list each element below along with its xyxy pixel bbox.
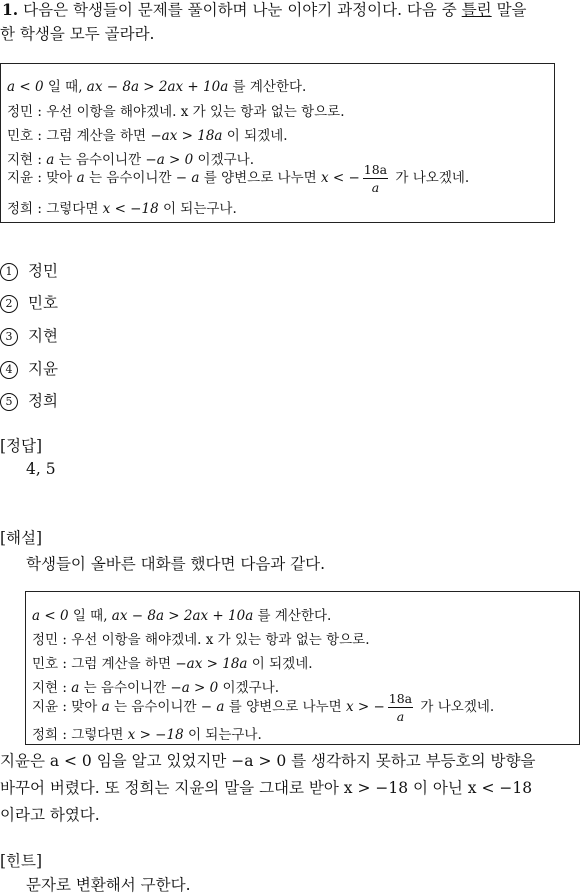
text: 일 때,: [68, 608, 112, 624]
math-expr: x < −18: [102, 201, 159, 217]
math-expr: a: [71, 680, 80, 696]
explanation-paragraph-line-1: 지윤은 a < 0 임을 알고 있었지만 −a > 0 를 생각하지 못하고 부등호의 방향을: [0, 752, 536, 770]
fraction: [363, 162, 388, 195]
box2-line-3: [32, 652, 313, 672]
math-expr: ax − 8a > 2ax + 10a: [111, 608, 254, 624]
box1-line-2: 정민 : 우선 이항을 해야겠네. x 가 있는 항과 없는 항으로.: [7, 104, 345, 120]
text: 는 음수이니깐 −: [109, 699, 217, 715]
option-4[interactable]: [0, 357, 58, 379]
math-expr: a < 0: [7, 79, 44, 95]
text: 는 음수이니깐: [79, 680, 171, 696]
box2-line-6: [32, 723, 262, 743]
answer-value: 4, 5: [26, 460, 56, 478]
math-expr: a: [101, 699, 110, 715]
box1-line-3: [7, 124, 288, 144]
text: 민호 : 그럼 계산을 하면: [32, 656, 176, 672]
math-expr: a: [216, 699, 225, 715]
hint-text: 문자로 변환해서 구한다.: [26, 876, 191, 894]
box2-line-2: 정민 : 우선 이항을 해야겠네. x 가 있는 항과 없는 항으로.: [32, 632, 370, 648]
option-number-circle: 1: [0, 263, 18, 281]
math-expr: a: [191, 170, 200, 186]
option-number-circle: 5: [0, 393, 18, 411]
math-expr: x > −: [345, 699, 385, 715]
option-label: 민호: [28, 294, 58, 312]
text: 이 되겠네.: [247, 656, 313, 672]
answer-label: [정답]: [0, 437, 43, 455]
option-3[interactable]: [0, 324, 58, 346]
question-line-2: 한 학생을 모두 골라라.: [0, 25, 155, 43]
explanation-paragraph-line-2: 바꾸어 버렸다. 또 정희는 지윤의 말을 그대로 받아 x > −18 이 아닌 x < −18: [0, 779, 533, 797]
problem-dialogue-box: [0, 63, 555, 223]
text: 지윤 : 맞아: [32, 699, 102, 715]
option-1[interactable]: [0, 259, 58, 281]
text: 가 나오겠네.: [391, 170, 470, 186]
question-number: 1.: [2, 0, 19, 19]
text: 정희 : 그렇다면: [7, 201, 103, 217]
text: 를 양변으로 나누면: [224, 699, 346, 715]
text: 를 계산한다.: [228, 79, 307, 95]
option-label: 정희: [28, 392, 58, 410]
math-expr: x < −: [320, 170, 360, 186]
option-5[interactable]: [0, 389, 58, 411]
math-expr: a: [76, 170, 85, 186]
text: 일 때,: [43, 79, 87, 95]
option-number-circle: 2: [0, 295, 18, 313]
text: 가 나오겠네.: [416, 699, 495, 715]
option-label: 정민: [28, 262, 58, 280]
math-expr: −a > 0: [145, 152, 194, 168]
math-expr: ax − 8a > 2ax + 10a: [86, 79, 229, 95]
text: 정희 : 그렇다면: [32, 727, 128, 743]
box1-line-5: [7, 162, 469, 195]
fraction-numerator: 18a: [388, 691, 413, 706]
math-expr: a < 0: [32, 608, 69, 624]
question-text-a: 다음은 학생들이 문제를 풀이하며 나눈 이야기 과정이다. 다음 중: [23, 1, 462, 19]
text: 이겠구나.: [218, 680, 279, 696]
question-text-b: 말을: [491, 1, 527, 19]
text: 는 음수이니깐 −: [84, 170, 192, 186]
fraction: [388, 691, 413, 724]
text: 를 양변으로 나누면: [199, 170, 321, 186]
math-expr: a: [46, 152, 55, 168]
option-2[interactable]: [0, 291, 58, 313]
option-label: 지윤: [28, 360, 58, 378]
text: 를 계산한다.: [253, 608, 332, 624]
text: 지현 :: [32, 680, 72, 696]
text: 이 되는구나.: [183, 727, 262, 743]
math-expr: −ax > 18a: [150, 128, 223, 144]
explanation-label: [해설]: [0, 529, 43, 547]
text: 는 음수이니깐: [54, 152, 146, 168]
fraction-denominator: a: [371, 180, 380, 195]
explanation-intro: 학생들이 올바른 대화를 했다면 다음과 같다.: [26, 555, 326, 573]
box2-line-5: [32, 691, 494, 724]
box2-line-1: [32, 604, 331, 624]
question-line-1: [2, 0, 527, 22]
text: 이 되겠네.: [222, 128, 288, 144]
text: 지윤 : 맞아: [7, 170, 77, 186]
math-expr: −ax > 18a: [175, 656, 248, 672]
math-expr: −a > 0: [170, 680, 219, 696]
option-label: 지현: [28, 327, 58, 345]
box1-line-1: [7, 75, 306, 95]
text: 지현 :: [7, 152, 47, 168]
corrected-dialogue-box: [25, 591, 580, 745]
text: 이겠구나.: [193, 152, 254, 168]
box1-line-6: [7, 197, 237, 217]
text: 이 되는구나.: [158, 201, 237, 217]
fraction-denominator: a: [396, 709, 405, 724]
option-number-circle: 4: [0, 361, 18, 379]
question-underlined-word: 틀린: [461, 1, 492, 19]
math-expr: x > −18: [127, 727, 184, 743]
fraction-numerator: 18a: [363, 162, 388, 177]
hint-label: [힌트]: [0, 852, 43, 870]
text: 민호 : 그럼 계산을 하면: [7, 128, 151, 144]
explanation-paragraph-line-3: 이라고 하였다.: [0, 806, 100, 824]
option-number-circle: 3: [0, 328, 18, 346]
